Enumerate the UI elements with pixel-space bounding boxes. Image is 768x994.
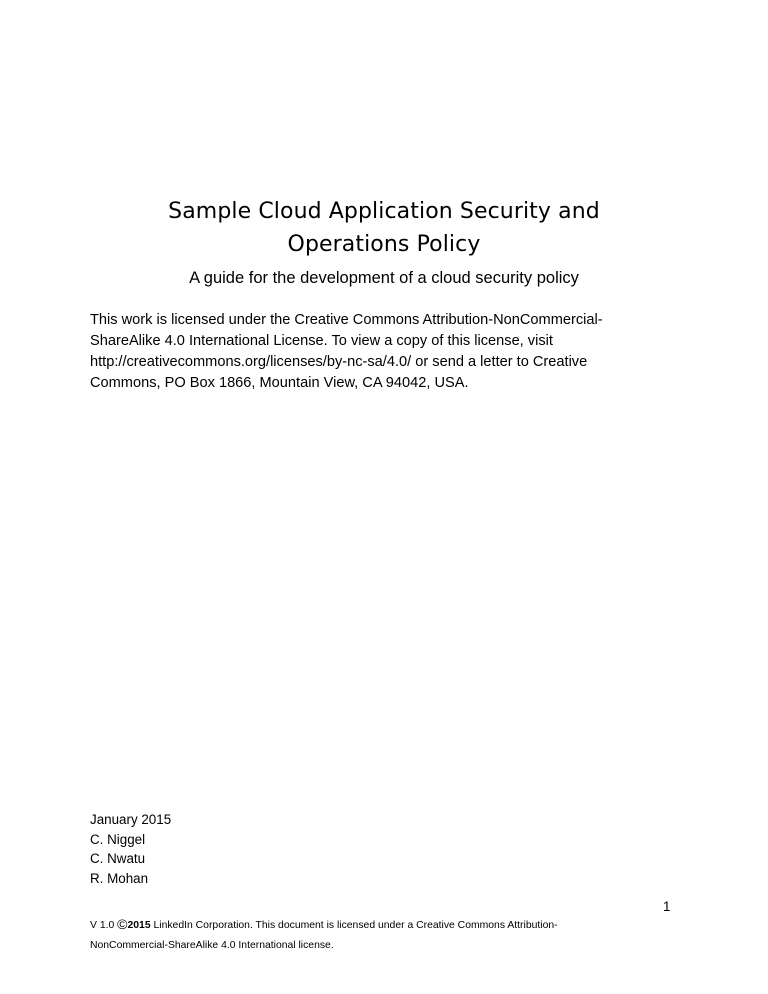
author-name: C. Nwatu — [90, 851, 146, 866]
copyright-icon: © — [117, 916, 128, 932]
license-line: http://creativecommons.org/licenses/by-nc-sa/4.0/ or send a letter to Creative — [90, 354, 588, 370]
license-paragraph — [90, 310, 690, 394]
footer-version: V 1.0 — [90, 920, 115, 931]
footer-license-text: LinkedIn Corporation. This document is licensed under a Creative Commons Attribution- — [150, 920, 558, 931]
author-name: R. Mohan — [90, 870, 149, 886]
author-name: C. Niggel — [90, 831, 146, 847]
license-line: Commons, PO Box 1866, Mountain View, CA 94042, USA. — [90, 375, 469, 391]
page-footer — [90, 914, 690, 956]
document-meta — [90, 810, 171, 888]
page-number: 1 — [663, 899, 671, 914]
footer-line-1 — [90, 914, 690, 936]
footer-year: 2015 — [127, 920, 151, 931]
document-title-line-2: Operations Policy — [287, 232, 481, 257]
license-line: This work is licensed under the Creative Commons Attribution-NonCommercial- — [90, 312, 603, 328]
footer-line-2: NonCommercial-ShareAlike 4.0 International license. — [90, 940, 334, 951]
document-date: January 2015 — [90, 812, 172, 827]
license-line: ShareAlike 4.0 International License. To view a copy of this license, visit — [90, 333, 553, 349]
document-title-line-1: Sample Cloud Application Security and — [168, 199, 600, 224]
document-subtitle: A guide for the development of a cloud security policy — [189, 269, 579, 287]
